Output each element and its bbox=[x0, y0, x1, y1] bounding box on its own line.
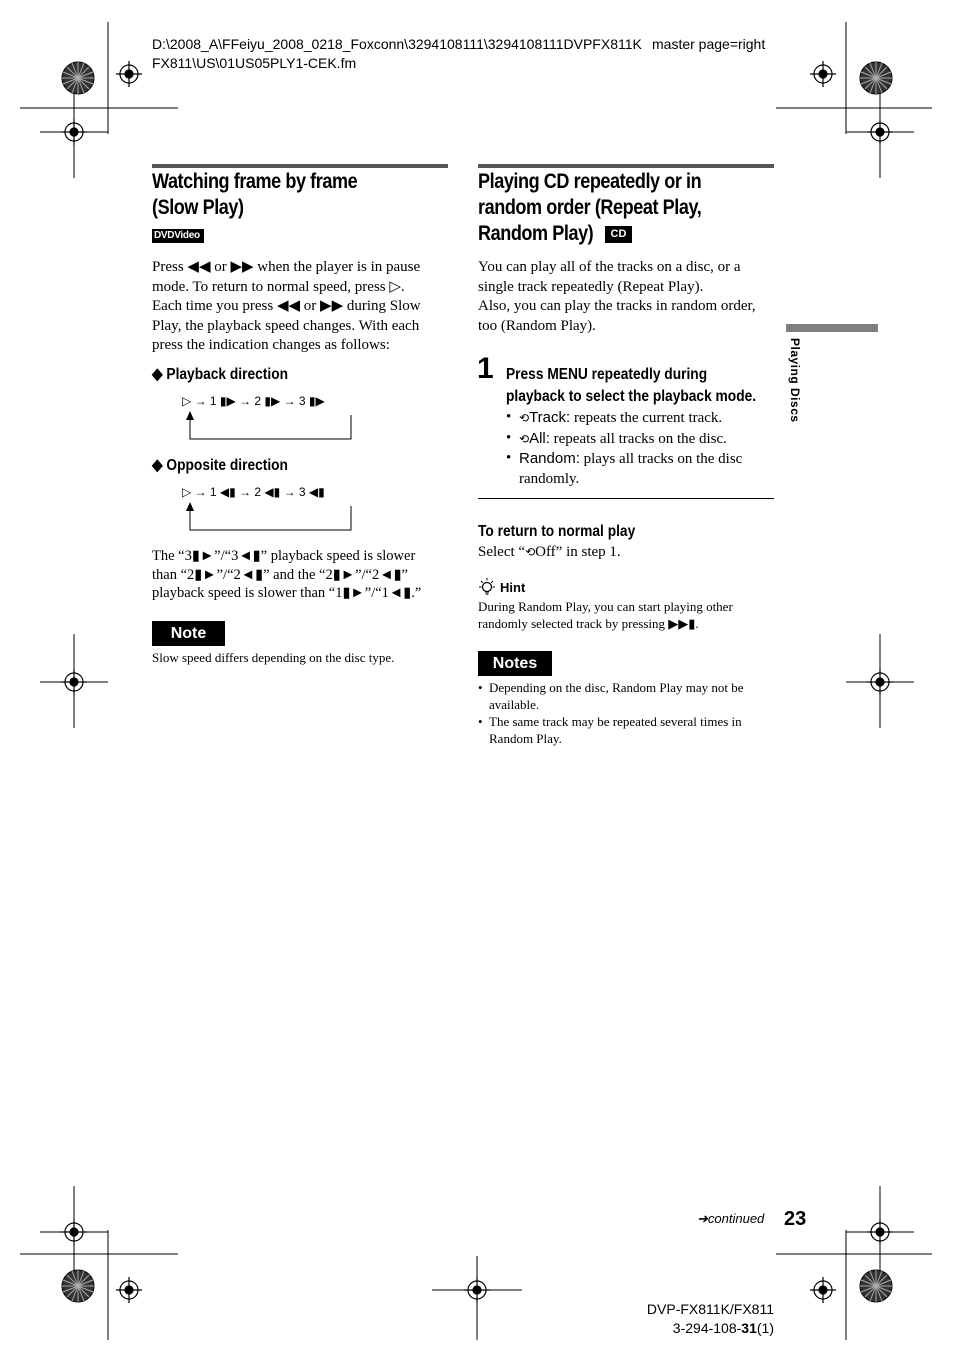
return-normal-heading: To return to normal play bbox=[478, 523, 636, 540]
note-label: Note bbox=[152, 621, 225, 646]
paragraph-line: single track repeatedly (Repeat Play). bbox=[478, 278, 704, 295]
option-desc: repeats all tracks on the disc. bbox=[549, 430, 727, 447]
paragraph-line: Press ◀◀ or ▶▶ when the player is in pause bbox=[152, 259, 421, 275]
list-item bbox=[506, 449, 768, 489]
continued-text: continued bbox=[707, 1211, 765, 1226]
page-number: 23 bbox=[784, 1208, 807, 1230]
repeat-icon: ⟲ bbox=[519, 431, 530, 446]
paragraph-line: Play, the playback speed changes. With each bbox=[152, 317, 420, 334]
step-instruction-line1: Press MENU repeatedly during bbox=[506, 366, 708, 383]
file-path-line1: D:\2008_A\FFeiyu_2008_0218_Foxconn\3294108111\3294108111DVPFX811K bbox=[152, 36, 642, 52]
paragraph-line: than “2▮►”/“2◄▮” and the “2▮►”/“2◄▮” bbox=[152, 566, 408, 583]
side-tab-bar bbox=[786, 324, 878, 332]
notes-label: Notes bbox=[478, 651, 552, 676]
continued-label bbox=[697, 1211, 764, 1227]
master-page-label: master page=right bbox=[652, 36, 766, 52]
list-item: • Depending on the disc, Random Play may not be available. bbox=[478, 679, 774, 713]
option-desc: repeats the current track. bbox=[570, 410, 723, 426]
code-post: (1) bbox=[756, 1320, 774, 1336]
option-desc: plays all tracks on the disc randomly. bbox=[519, 451, 743, 487]
section-title-slow-play-line1: Watching frame by frame bbox=[152, 170, 358, 193]
paragraph-line: too (Random Play). bbox=[478, 317, 596, 334]
hint-label: Hint bbox=[500, 580, 526, 595]
file-path-line2: FX811\US\01US05PLY1-CEK.fm bbox=[152, 55, 357, 71]
arrow-right-icon: ➜ bbox=[697, 1211, 708, 1226]
list-item bbox=[506, 429, 768, 450]
document-code bbox=[636, 1319, 774, 1338]
hint-text-line1: During Random Play, you can start playing other bbox=[478, 599, 733, 614]
code-bold: 31 bbox=[741, 1320, 757, 1336]
paragraph-line: Also, you can play the tracks in random order, bbox=[478, 298, 756, 314]
hint-text-line2: randomly selected track by pressing ▶▶▮. bbox=[478, 616, 699, 631]
option-label: All: bbox=[529, 429, 550, 447]
section-rule-left bbox=[152, 164, 448, 168]
hint-bulb-icon bbox=[478, 578, 496, 598]
paragraph-line: The “3▮►”/“3◄▮” playback speed is slower bbox=[152, 548, 416, 564]
playback-loop-arrow bbox=[180, 408, 360, 442]
return-text-post: Off” in step 1. bbox=[535, 544, 621, 560]
notes-list bbox=[478, 679, 774, 747]
repeat-icon: ⟲ bbox=[519, 411, 530, 425]
return-normal-text bbox=[478, 543, 621, 563]
section-title-repeat-line2: random order (Repeat Play, bbox=[478, 196, 702, 219]
opposite-direction-heading: ◆ Opposite direction bbox=[152, 457, 288, 474]
cd-badge: CD bbox=[605, 226, 632, 243]
model-number: DVP-FX811K/FX811 bbox=[646, 1301, 774, 1317]
step-number: 1 bbox=[477, 352, 494, 385]
paragraph-line: Each time you press ◀◀ or ▶▶ during Slow bbox=[152, 298, 421, 314]
paragraph-line: You can play all of the tracks on a disc, or a bbox=[478, 259, 741, 275]
paragraph-line: playback speed is slower than “1▮►”/“1◄▮.” bbox=[152, 585, 422, 601]
section-title-repeat-line1: Playing CD repeatedly or in bbox=[478, 170, 702, 193]
option-label: Track: bbox=[529, 409, 571, 426]
paragraph-line: mode. To return to normal speed, press ▷. bbox=[152, 278, 405, 295]
return-text-pre: Select “ bbox=[478, 544, 526, 560]
playback-speed-sequence: ▷ → 1 ▮▶ → 2 ▮▶ → 3 ▮▶ bbox=[182, 394, 325, 408]
playback-mode-options bbox=[506, 408, 768, 489]
repeat-icon: ⟲ bbox=[525, 545, 536, 559]
list-item bbox=[506, 408, 768, 429]
speed-comparison-paragraph bbox=[152, 547, 462, 603]
section-rule-right bbox=[478, 164, 774, 168]
list-item: • The same track may be repeated several times in Random Play. bbox=[478, 713, 774, 747]
note-text: Slow speed differs depending on the disc type. bbox=[152, 650, 395, 665]
slow-play-paragraph bbox=[152, 258, 452, 356]
dvd-video-badge: DVDVideo bbox=[152, 229, 204, 243]
paragraph-line: press the indication changes as follows: bbox=[152, 337, 390, 353]
opposite-speed-sequence: ▷ → 1 ◀▮ → 2 ◀▮ → 3 ◀▮ bbox=[182, 485, 325, 499]
option-label: Random: bbox=[519, 450, 580, 467]
opposite-loop-arrow bbox=[180, 499, 360, 533]
step-instruction-line2: playback to select the playback mode. bbox=[506, 388, 757, 405]
divider bbox=[478, 498, 774, 499]
playback-direction-heading: ◆ Playback direction bbox=[152, 366, 289, 383]
section-title-repeat-line3: Random Play) bbox=[478, 222, 594, 245]
side-tab-label: Playing Discs bbox=[788, 338, 802, 423]
section-title-slow-play-line2: (Slow Play) bbox=[152, 196, 244, 219]
code-pre: 3-294-108- bbox=[672, 1320, 742, 1336]
repeat-intro-paragraph bbox=[478, 258, 778, 336]
